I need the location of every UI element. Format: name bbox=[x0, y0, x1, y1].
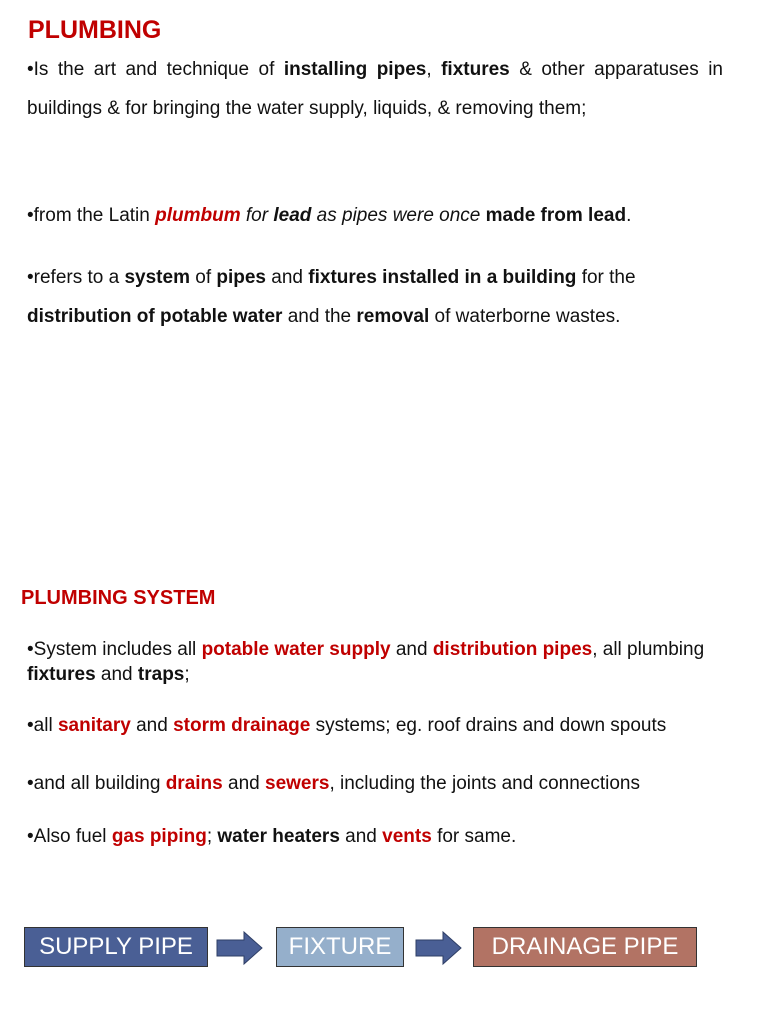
highlight-term: gas piping bbox=[111, 826, 207, 847]
section-title: PLUMBING SYSTEM bbox=[21, 587, 216, 609]
text: for same. bbox=[431, 826, 517, 847]
emphasis: made from lead bbox=[485, 205, 627, 226]
text: and bbox=[390, 639, 433, 660]
supply-pipe-box: SUPPLY PIPE bbox=[24, 927, 208, 967]
text: , all plumbing bbox=[592, 639, 705, 660]
text: of bbox=[189, 267, 217, 288]
right-arrow-icon bbox=[415, 930, 463, 966]
text: , bbox=[426, 59, 442, 80]
emphasis: fixtures installed in a building bbox=[308, 267, 577, 288]
text: . bbox=[626, 205, 632, 226]
text: and bbox=[130, 715, 174, 736]
text: •Also fuel bbox=[27, 826, 112, 847]
emphasis: pipes bbox=[216, 267, 266, 288]
highlight-term: drains bbox=[165, 773, 223, 794]
emphasis: fixtures bbox=[27, 664, 96, 685]
system-definition-paragraph bbox=[27, 259, 723, 336]
text: and bbox=[266, 267, 309, 288]
text: of waterborne wastes. bbox=[429, 305, 621, 327]
text: for the bbox=[576, 267, 636, 288]
text: for bbox=[240, 205, 274, 226]
drainage-pipe-box: DRAINAGE PIPE bbox=[473, 927, 697, 967]
emphasis: water heaters bbox=[217, 826, 340, 847]
text: •Is the art and technique of bbox=[27, 59, 284, 80]
text: , including the joints and connections bbox=[329, 773, 640, 794]
fixture-box: FIXTURE bbox=[276, 927, 404, 967]
right-arrow-icon bbox=[216, 930, 264, 966]
fuel-gas-paragraph bbox=[27, 824, 727, 849]
etymology-paragraph bbox=[27, 197, 723, 236]
definition-paragraph bbox=[27, 51, 723, 128]
highlight-term: sanitary bbox=[57, 715, 131, 736]
text: and bbox=[339, 826, 383, 847]
text: & other apparatuses in buildings & for bringing the water supply, liquids, & removing them; bbox=[27, 59, 723, 119]
text: and bbox=[222, 773, 265, 794]
highlight-term: storm drainage bbox=[173, 715, 311, 736]
emphasis: fixtures bbox=[441, 59, 510, 80]
text: •from the Latin bbox=[27, 205, 156, 226]
text: •System includes all bbox=[27, 639, 202, 660]
highlight-term: vents bbox=[382, 826, 432, 847]
text: systems; eg. roof drains and down spouts bbox=[310, 715, 667, 736]
emphasis: lead bbox=[273, 205, 312, 226]
text: •refers to a bbox=[27, 267, 125, 288]
text: ; bbox=[184, 664, 190, 685]
text: •all bbox=[27, 715, 58, 736]
emphasis: traps bbox=[137, 664, 185, 685]
highlight-term: distribution pipes bbox=[432, 639, 593, 660]
text: and bbox=[95, 664, 138, 685]
highlight-term: plumbum bbox=[155, 205, 241, 226]
highlight-term: sewers bbox=[265, 773, 330, 794]
building-drains-paragraph bbox=[27, 771, 727, 796]
page-title: PLUMBING bbox=[28, 16, 162, 44]
emphasis: system bbox=[124, 267, 190, 288]
emphasis: distribution of potable water bbox=[27, 305, 283, 327]
emphasis: installing pipes bbox=[283, 59, 427, 80]
text: •and all building bbox=[27, 773, 166, 794]
emphasis: removal bbox=[356, 305, 430, 327]
highlight-term: potable water supply bbox=[201, 639, 391, 660]
drainage-paragraph bbox=[27, 713, 727, 738]
text: as pipes were once bbox=[311, 205, 486, 226]
system-includes-paragraph bbox=[27, 637, 727, 687]
text: and the bbox=[282, 305, 357, 327]
text: ; bbox=[206, 826, 218, 847]
